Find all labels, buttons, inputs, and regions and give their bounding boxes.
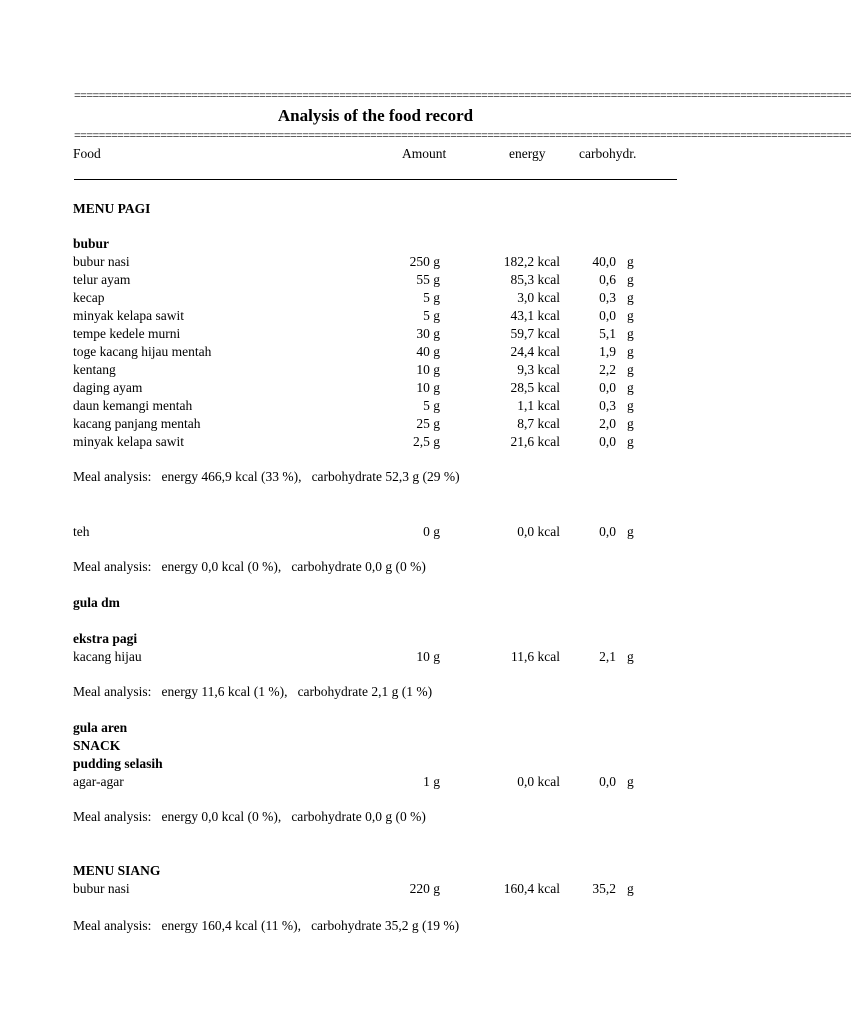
food-carbohydrate: 1,9 — [599, 344, 616, 359]
section-heading-snack: SNACK — [73, 738, 121, 753]
food-carbohydrate-unit: g — [627, 308, 634, 323]
food-row — [0, 648, 768, 666]
food-row — [0, 415, 768, 433]
food-name: kentang — [73, 362, 116, 377]
food-amount: 25 g — [416, 416, 440, 431]
food-name: kacang panjang mentah — [73, 416, 201, 431]
food-name: kacang hijau — [73, 649, 142, 664]
food-carbohydrate-unit: g — [627, 254, 634, 269]
food-carbohydrate: 40,0 — [592, 254, 616, 269]
meal-analysis-teh: Meal analysis: energy 0,0 kcal (0 %), carbohydrate 0,0 g (0 %) — [73, 559, 426, 574]
food-energy: 1,1 kcal — [517, 398, 560, 413]
food-carbohydrate-unit: g — [627, 881, 634, 896]
food-carbohydrate: 2,1 — [599, 649, 616, 664]
food-name: agar-agar — [73, 774, 124, 789]
food-energy: 85,3 kcal — [510, 272, 560, 287]
food-carbohydrate: 0,0 — [599, 774, 616, 789]
food-energy: 59,7 kcal — [510, 326, 560, 341]
subsection-heading-gula-aren: gula aren — [73, 720, 128, 735]
food-carbohydrate: 0,0 — [599, 308, 616, 323]
food-energy: 11,6 kcal — [511, 649, 560, 664]
food-amount: 40 g — [416, 344, 440, 359]
food-amount: 5 g — [423, 398, 440, 413]
food-name: daging ayam — [73, 380, 143, 395]
food-name: minyak kelapa sawit — [73, 308, 184, 323]
column-header-amount: Amount — [402, 146, 447, 161]
food-energy: 0,0 kcal — [517, 774, 560, 789]
section-heading-menu-pagi: MENU PAGI — [73, 201, 151, 216]
separator-top: ============================================================================================================================== — [74, 88, 851, 102]
food-row — [0, 325, 768, 343]
subsection-heading-gula-dm: gula dm — [73, 595, 120, 610]
food-carbohydrate: 0,3 — [599, 398, 616, 413]
subsection-heading-bubur: bubur — [73, 236, 110, 251]
food-carbohydrate: 0,6 — [599, 272, 616, 287]
meal-analysis-bubur: Meal analysis: energy 466,9 kcal (33 %), carbohydrate 52,3 g (29 %) — [73, 469, 460, 484]
food-amount: 1 g — [423, 774, 440, 789]
meal-analysis-menu-siang: Meal analysis: energy 160,4 kcal (11 %), carbohydrate 35,2 g (19 %) — [73, 918, 460, 933]
food-carbohydrate-unit: g — [627, 272, 634, 287]
food-carbohydrate: 5,1 — [599, 326, 616, 341]
food-row — [0, 433, 768, 451]
meal-analysis-ekstra-pagi: Meal analysis: energy 11,6 kcal (1 %), carbohydrate 2,1 g (1 %) — [73, 684, 433, 699]
food-carbohydrate: 2,2 — [599, 362, 616, 377]
food-energy: 160,4 kcal — [503, 881, 560, 896]
food-carbohydrate-unit: g — [627, 290, 634, 305]
food-carbohydrate-unit: g — [627, 434, 634, 449]
food-carbohydrate-unit: g — [627, 774, 634, 789]
food-amount: 55 g — [416, 272, 440, 287]
food-carbohydrate-unit: g — [627, 398, 634, 413]
food-row — [0, 271, 768, 289]
food-name: bubur nasi — [73, 881, 130, 896]
food-amount: 0 g — [423, 524, 440, 539]
food-carbohydrate-unit: g — [627, 344, 634, 359]
food-carbohydrate: 0,0 — [599, 434, 616, 449]
food-amount: 5 g — [423, 290, 440, 305]
food-energy: 28,5 kcal — [510, 380, 560, 395]
food-carbohydrate-unit: g — [627, 380, 634, 395]
food-name: tempe kedele murni — [73, 326, 181, 341]
food-carbohydrate-unit: g — [627, 326, 634, 341]
food-carbohydrate: 0,0 — [599, 524, 616, 539]
food-energy: 182,2 kcal — [503, 254, 560, 269]
column-header-energy: energy — [509, 146, 546, 161]
food-row — [0, 289, 768, 307]
food-energy: 24,4 kcal — [510, 344, 560, 359]
food-energy: 21,6 kcal — [510, 434, 560, 449]
meal-analysis-snack: Meal analysis: energy 0,0 kcal (0 %), carbohydrate 0,0 g (0 %) — [73, 809, 426, 824]
section-heading-menu-siang: MENU SIANG — [73, 863, 161, 878]
column-header-food: Food — [73, 146, 101, 161]
food-name: daun kemangi mentah — [73, 398, 193, 413]
food-row — [0, 253, 768, 271]
food-name: teh — [73, 524, 90, 539]
page-title: Analysis of the food record — [277, 106, 474, 125]
food-carbohydrate-unit: g — [627, 649, 634, 664]
header-rule — [74, 179, 677, 180]
separator-bottom: ============================================================================================================================== — [74, 128, 851, 142]
food-row — [0, 880, 768, 898]
food-row — [0, 379, 768, 397]
food-amount: 10 g — [416, 380, 440, 395]
food-carbohydrate-unit: g — [627, 362, 634, 377]
subsection-heading-ekstra-pagi: ekstra pagi — [73, 631, 138, 646]
column-header-carbohydrate: carbohydr. — [579, 146, 637, 161]
food-energy: 8,7 kcal — [517, 416, 560, 431]
food-row — [0, 307, 768, 325]
food-amount: 220 g — [409, 881, 440, 896]
food-name: kecap — [73, 290, 105, 305]
food-name: telur ayam — [73, 272, 131, 287]
food-name: bubur nasi — [73, 254, 130, 269]
food-row — [0, 397, 768, 415]
food-carbohydrate-unit: g — [627, 416, 634, 431]
food-amount: 250 g — [409, 254, 440, 269]
food-name: toge kacang hijau mentah — [73, 344, 212, 359]
food-carbohydrate: 2,0 — [599, 416, 616, 431]
food-carbohydrate: 0,0 — [599, 380, 616, 395]
food-carbohydrate: 0,3 — [599, 290, 616, 305]
food-carbohydrate: 35,2 — [592, 881, 616, 896]
food-row — [0, 523, 768, 541]
food-energy: 43,1 kcal — [510, 308, 560, 323]
food-energy: 9,3 kcal — [517, 362, 560, 377]
food-amount: 30 g — [416, 326, 440, 341]
food-row — [0, 773, 768, 791]
food-amount: 10 g — [416, 362, 440, 377]
food-carbohydrate-unit: g — [627, 524, 634, 539]
food-amount: 10 g — [416, 649, 440, 664]
food-energy: 0,0 kcal — [517, 524, 560, 539]
subsection-heading-pudding-selasih: pudding selasih — [73, 756, 163, 771]
food-row — [0, 343, 768, 361]
food-amount: 2,5 g — [413, 434, 440, 449]
food-amount: 5 g — [423, 308, 440, 323]
food-row — [0, 361, 768, 379]
food-name: minyak kelapa sawit — [73, 434, 184, 449]
food-energy: 3,0 kcal — [517, 290, 560, 305]
